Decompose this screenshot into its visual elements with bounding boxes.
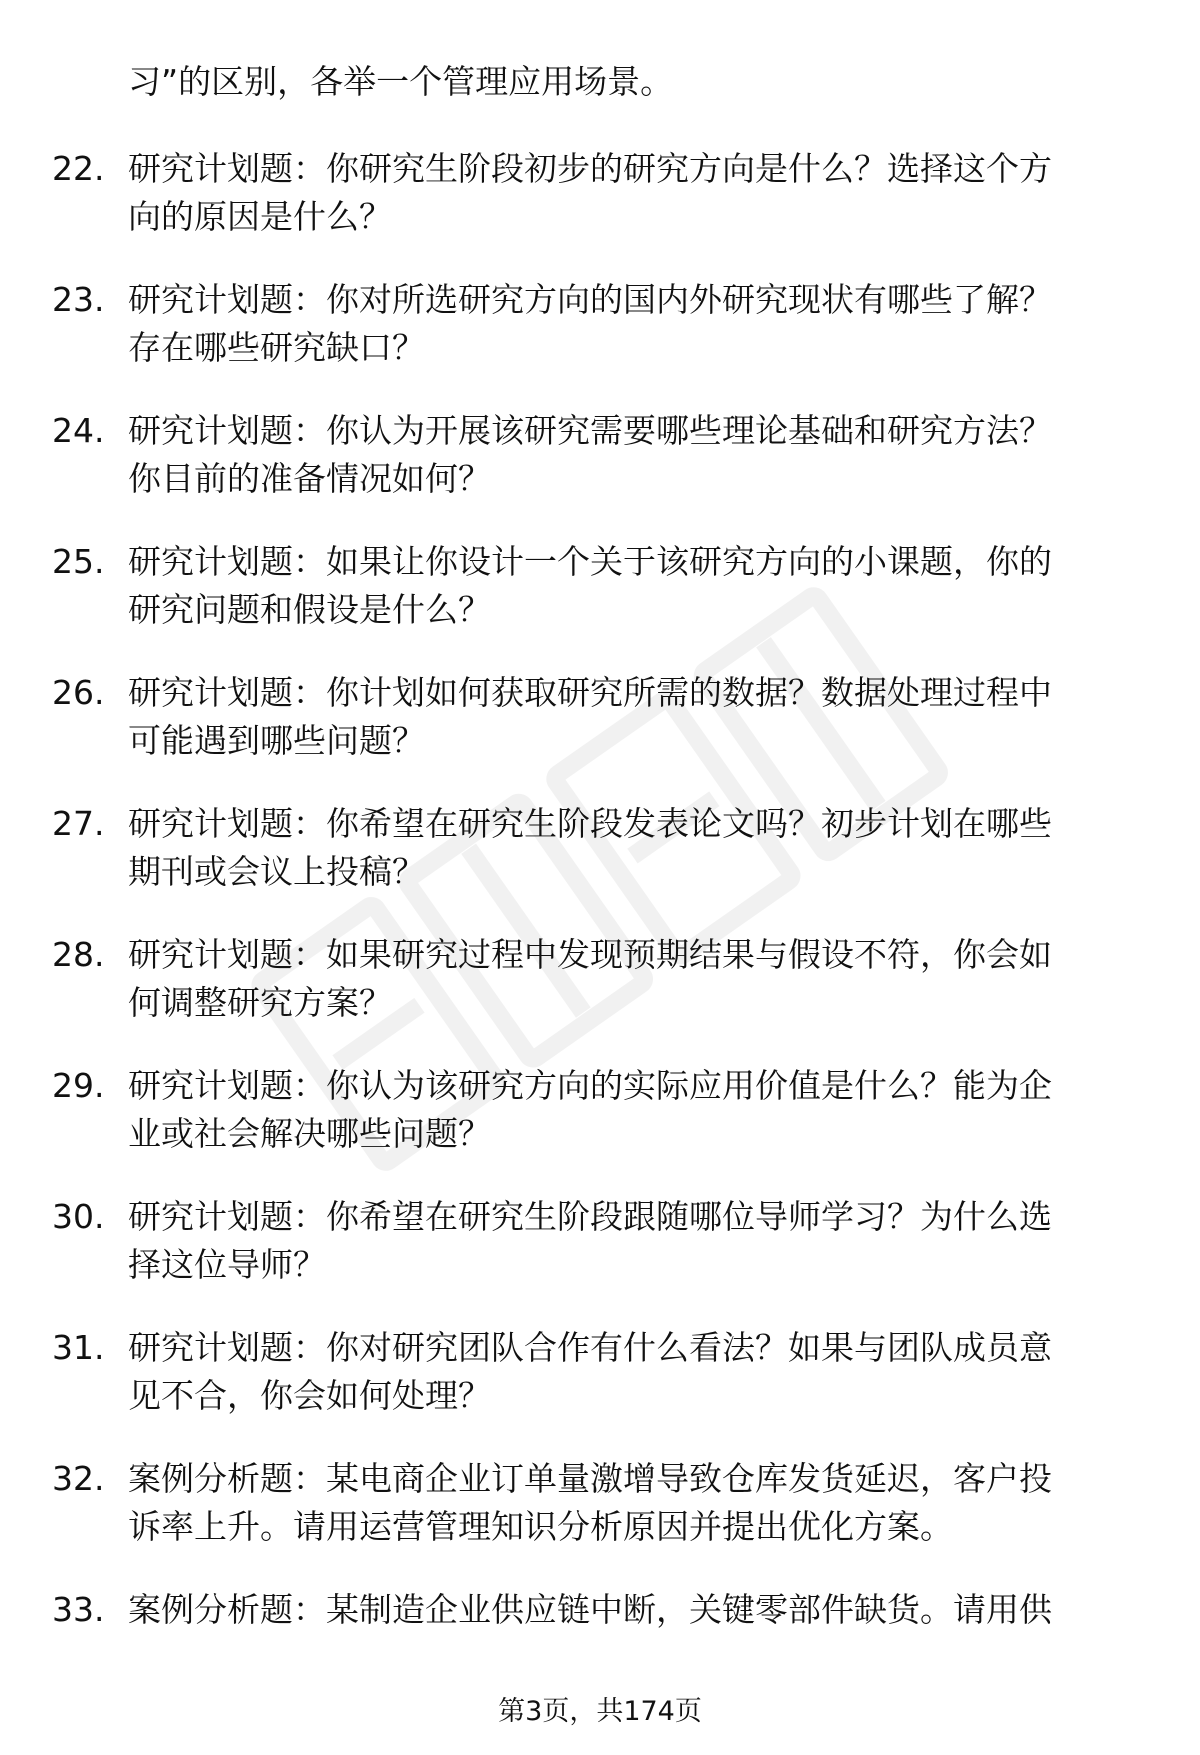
question-line: 研究问题和假设是什么？ (128, 590, 491, 629)
question-line: 期刊或会议上投稿？ (128, 852, 425, 891)
question-number: 26. (52, 673, 105, 712)
question-text (128, 407, 1138, 503)
question-item-26 (0, 669, 1200, 800)
question-item-32 (0, 1455, 1200, 1586)
question-text (128, 669, 1138, 765)
question-line: 研究计划题：你认为该研究方向的实际应用价值是什么？能为企 (128, 1066, 1052, 1105)
page-number: 第3页，共174页 (498, 1696, 702, 1727)
question-text (128, 931, 1138, 1027)
question-line: 研究计划题：你希望在研究生阶段跟随哪位导师学习？为什么选 (128, 1197, 1052, 1236)
question-number: 25. (52, 542, 105, 581)
question-item-22 (0, 145, 1200, 276)
question-number: 27. (52, 804, 105, 843)
question-text (128, 1455, 1138, 1551)
question-item-31 (0, 1324, 1200, 1455)
question-item-27 (0, 800, 1200, 931)
question-text (128, 1324, 1138, 1420)
question-item-30 (0, 1193, 1200, 1324)
question-line: 见不合，你会如何处理？ (128, 1376, 491, 1415)
question-line: 案例分析题：某电商企业订单量激增导致仓库发货延迟，客户投 (128, 1459, 1052, 1498)
question-line: 研究计划题：你研究生阶段初步的研究方向是什么？选择这个方 (128, 149, 1052, 188)
question-text (128, 800, 1138, 896)
question-line: 业或社会解决哪些问题？ (128, 1114, 491, 1153)
question-line: 研究计划题：你对所选研究方向的国内外研究现状有哪些了解？ (128, 280, 1052, 319)
question-item-29 (0, 1062, 1200, 1193)
question-number: 32. (52, 1459, 105, 1498)
question-line: 诉率上升。请用运营管理知识分析原因并提出优化方案。 (128, 1507, 953, 1546)
question-line: 研究计划题：如果让你设计一个关于该研究方向的小课题，你的 (128, 542, 1052, 581)
question-line: 研究计划题：你计划如何获取研究所需的数据？数据处理过程中 (128, 673, 1052, 712)
question-line: 择这位导师？ (128, 1245, 326, 1284)
question-number: 23. (52, 280, 105, 319)
question-text (128, 1193, 1138, 1289)
question-number: 31. (52, 1328, 105, 1367)
question-list (0, 145, 1200, 1717)
question-number: 28. (52, 935, 105, 974)
question-text (128, 1586, 1138, 1634)
question-item-24 (0, 407, 1200, 538)
question-text (128, 1062, 1138, 1158)
question-text (128, 145, 1138, 241)
question-number: 24. (52, 411, 105, 450)
question-number: 22. (52, 149, 105, 188)
continuation-line: 习”的区别，各举一个管理应用场景。 (128, 62, 674, 101)
question-number: 33. (52, 1590, 105, 1629)
question-item-25 (0, 538, 1200, 669)
question-item-28 (0, 931, 1200, 1062)
question-text (128, 276, 1138, 372)
question-line: 你目前的准备情况如何？ (128, 459, 491, 498)
question-line: 可能遇到哪些问题？ (128, 721, 425, 760)
question-line: 研究计划题：如果研究过程中发现预期结果与假设不符，你会如 (128, 935, 1052, 974)
question-line: 何调整研究方案？ (128, 983, 392, 1022)
question-number: 29. (52, 1066, 105, 1105)
question-number: 30. (52, 1197, 105, 1236)
question-line: 存在哪些研究缺口？ (128, 328, 425, 367)
question-line: 案例分析题：某制造企业供应链中断，关键零部件缺货。请用供 (128, 1590, 1052, 1629)
question-line: 向的原因是什么？ (128, 197, 392, 236)
question-item-23 (0, 276, 1200, 407)
question-text (128, 538, 1138, 634)
question-line: 研究计划题：你认为开展该研究需要哪些理论基础和研究方法？ (128, 411, 1052, 450)
question-line: 研究计划题：你对研究团队合作有什么看法？如果与团队成员意 (128, 1328, 1052, 1367)
question-line: 研究计划题：你希望在研究生阶段发表论文吗？初步计划在哪些 (128, 804, 1052, 843)
